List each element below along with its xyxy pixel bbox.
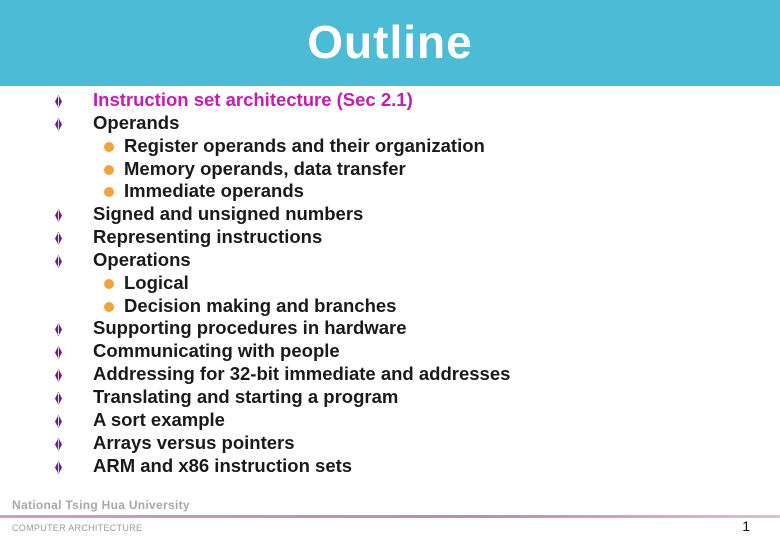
list-item-label: ARM and x86 instruction sets — [93, 454, 353, 476]
diamond-bullet-icon — [55, 118, 62, 131]
list-item — [0, 249, 780, 272]
list-item-label: A sort example — [93, 408, 225, 430]
title-bar — [0, 0, 780, 86]
circle-bullet-icon — [104, 279, 114, 289]
circle-bullet-icon — [104, 302, 114, 312]
list-item-label: Addressing for 32-bit immediate and addresses — [93, 363, 511, 385]
list-item-label: Operations — [93, 248, 191, 270]
sub-list-item-label: Decision making and branches — [124, 294, 397, 316]
list-item — [0, 340, 780, 363]
sub-list-item — [0, 272, 780, 295]
sub-list-item-label: Logical — [124, 271, 189, 293]
list-item — [0, 112, 780, 135]
circle-bullet-icon — [104, 187, 114, 197]
list-item-label: Translating and starting a program — [93, 385, 399, 407]
list-item — [0, 89, 780, 112]
list-item — [0, 386, 780, 409]
circle-bullet-icon — [104, 165, 114, 175]
list-item-label: Arrays versus pointers — [93, 431, 295, 453]
list-item — [0, 363, 780, 386]
sub-list-item — [0, 158, 780, 181]
diamond-bullet-icon — [55, 461, 62, 474]
diamond-bullet-icon — [55, 95, 62, 108]
diamond-bullet-icon — [55, 369, 62, 382]
sub-list-item — [0, 135, 780, 158]
sub-list-item-label: Memory operands, data transfer — [124, 157, 406, 179]
slide-title: Outline — [307, 16, 473, 68]
footer-divider — [0, 515, 780, 518]
list-item-label: Signed and unsigned numbers — [93, 203, 364, 225]
list-item-label: Communicating with people — [93, 340, 340, 362]
list-item-label: Supporting procedures in hardware — [93, 317, 407, 339]
diamond-bullet-icon — [55, 415, 62, 428]
list-item — [0, 317, 780, 340]
diamond-bullet-icon — [55, 323, 62, 336]
outline-list — [0, 89, 780, 477]
list-item — [0, 455, 780, 478]
sub-list-item — [0, 180, 780, 203]
list-item — [0, 203, 780, 226]
diamond-bullet-icon — [55, 232, 62, 245]
diamond-bullet-icon — [55, 392, 62, 405]
sub-list-item — [0, 295, 780, 318]
sub-list-item-label: Immediate operands — [124, 180, 304, 202]
list-item-label: Operands — [93, 111, 180, 133]
sub-list-item-label: Register operands and their organization — [124, 134, 485, 156]
page-number: 1 — [742, 518, 750, 534]
list-item-label: Representing instructions — [93, 226, 323, 248]
list-item — [0, 432, 780, 455]
circle-bullet-icon — [104, 142, 114, 152]
diamond-bullet-icon — [55, 255, 62, 268]
department-label: COMPUTER ARCHITECTURE — [12, 523, 143, 533]
diamond-bullet-icon — [55, 209, 62, 222]
list-item-label: Instruction set architecture (Sec 2.1) — [93, 89, 413, 110]
university-logo: National Tsing Hua University — [12, 498, 190, 512]
list-item — [0, 226, 780, 249]
diamond-bullet-icon — [55, 346, 62, 359]
list-item — [0, 409, 780, 432]
diamond-bullet-icon — [55, 438, 62, 451]
